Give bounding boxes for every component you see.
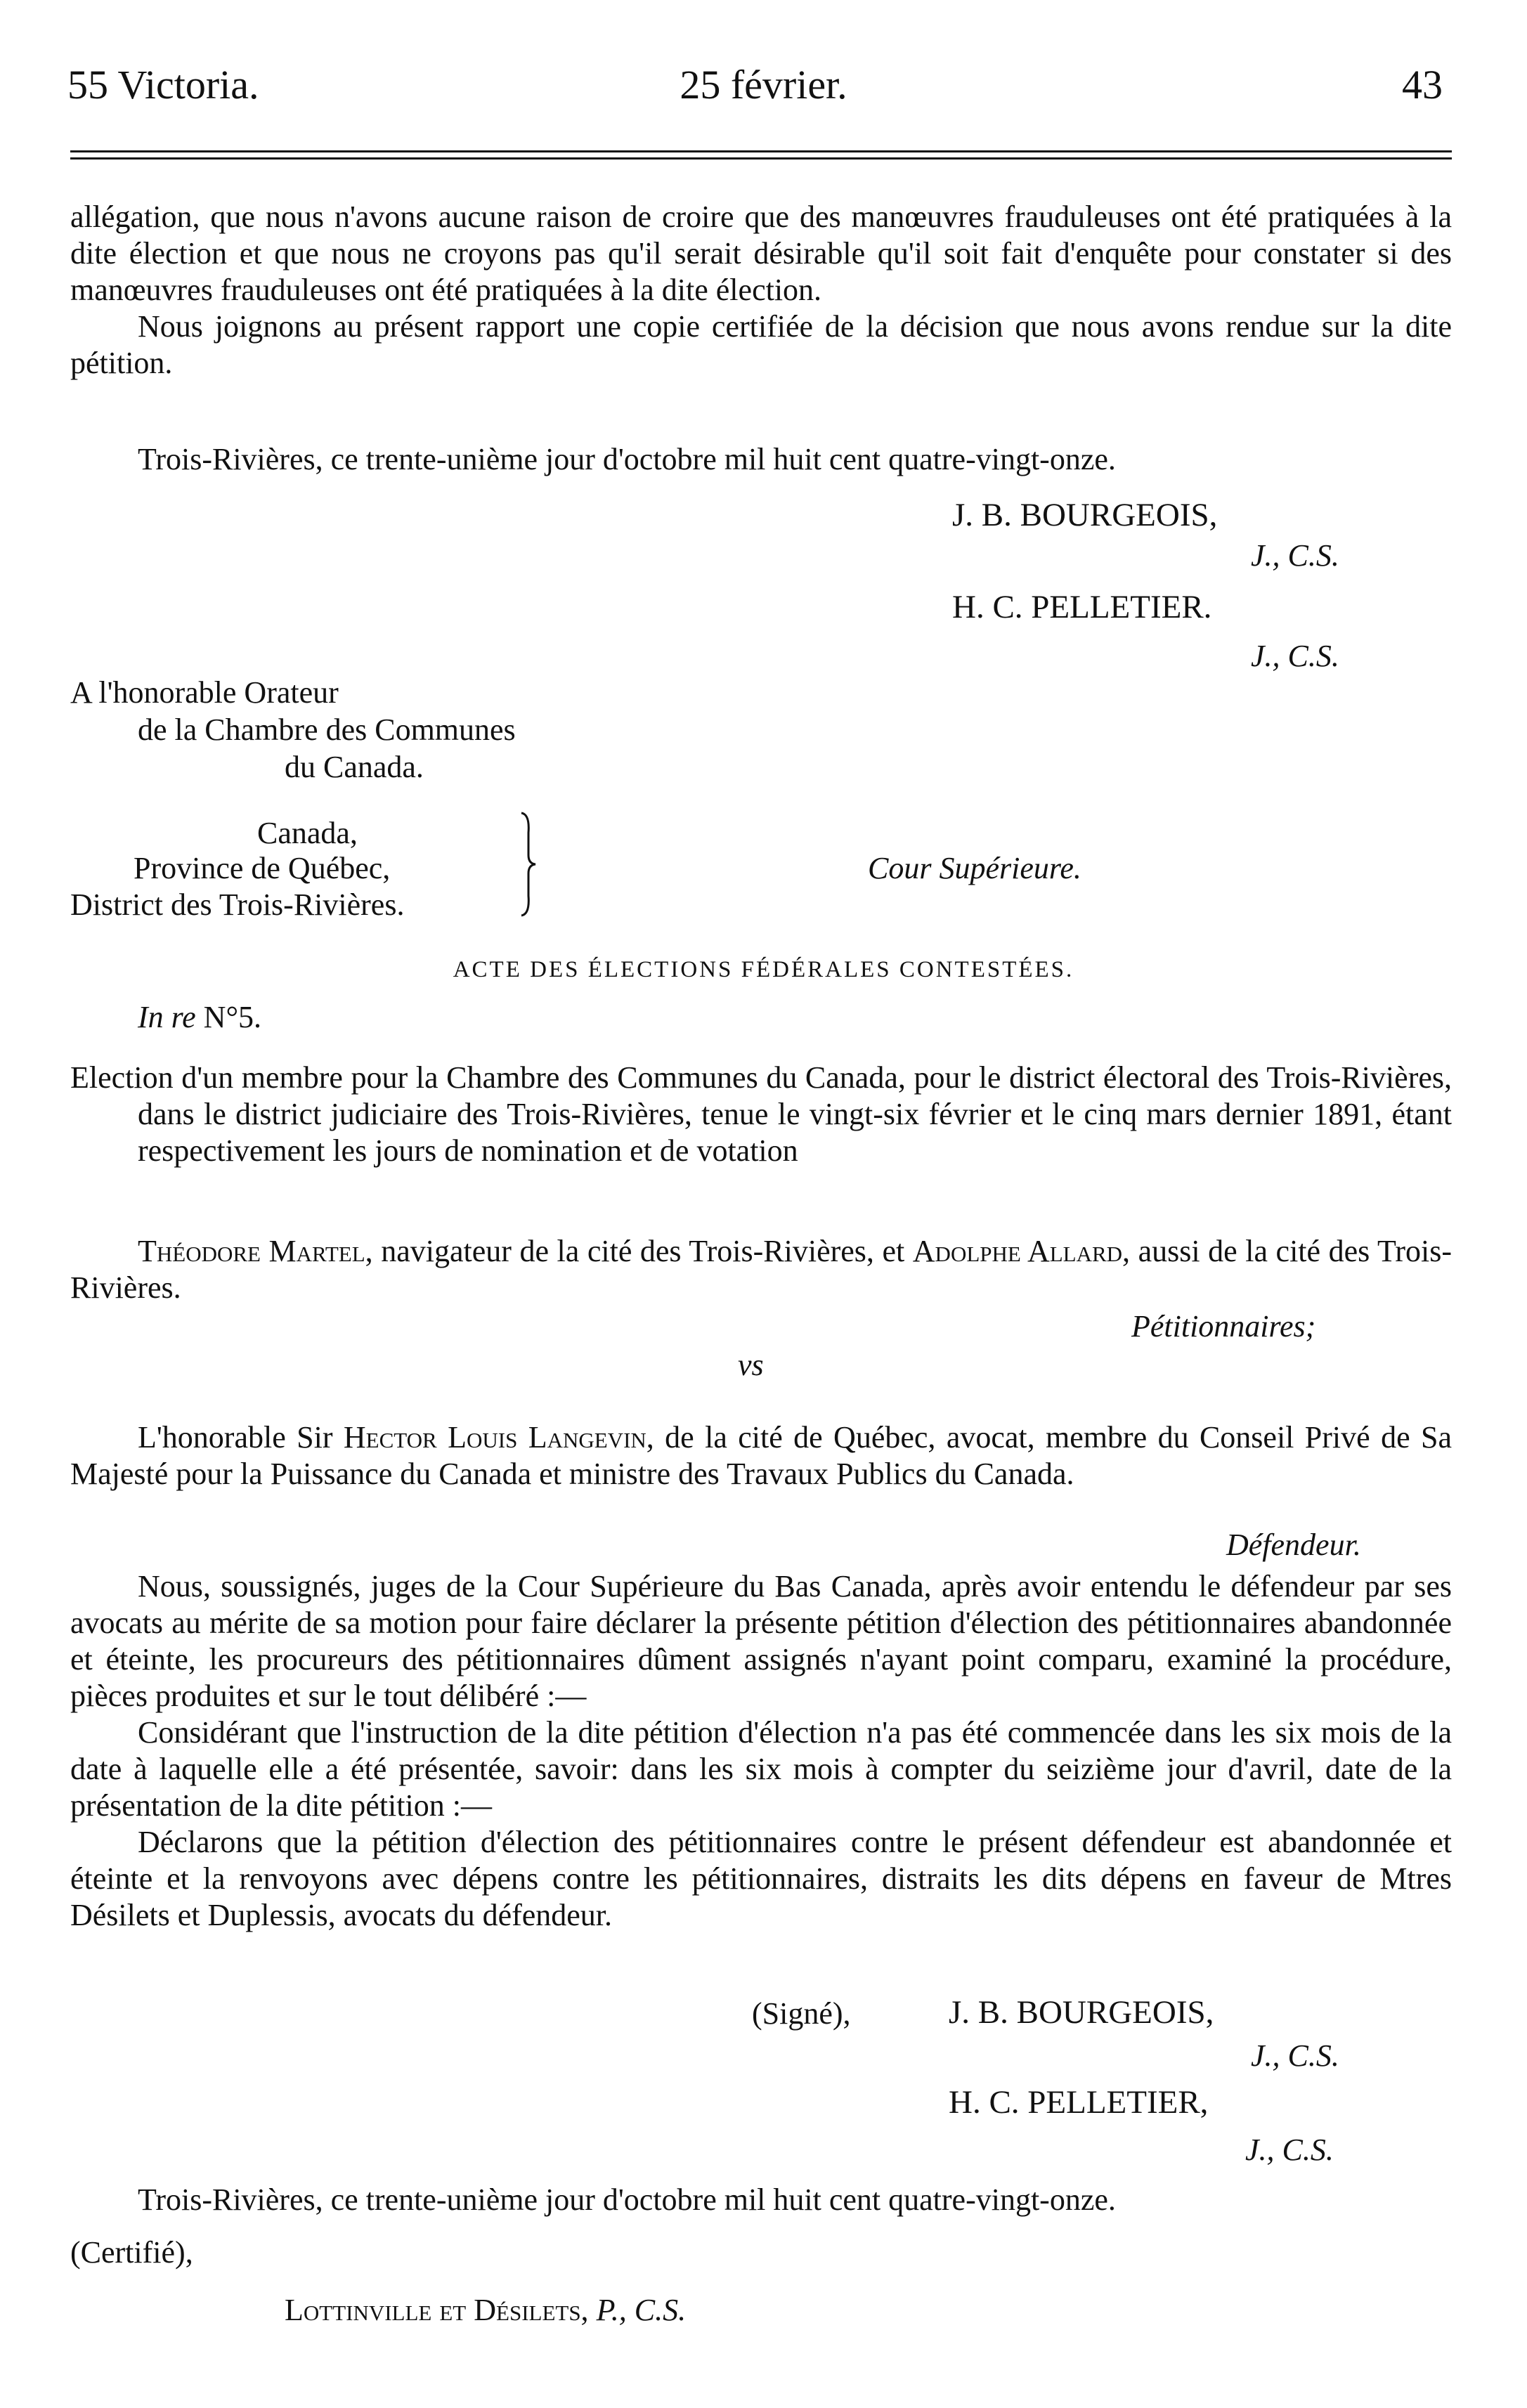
petitioner-name: Théodore Martel,	[138, 1234, 373, 1268]
court-name: Cour Supérieure.	[868, 851, 1081, 885]
petitioners-role: Pétitionnaires;	[1131, 1309, 1316, 1343]
report-section	[70, 199, 1452, 382]
closing-date-line: Trois-Rivières, ce trente-unième jour d'octobre mil huit cent quatre-vingt-onze.	[138, 2182, 1116, 2217]
judgment-section	[70, 1568, 1452, 1934]
clerk-title: P., C.S.	[596, 2293, 687, 2327]
address-line: A l'honorable Orateur	[70, 675, 339, 710]
case-reference-prefix: In re	[138, 1000, 196, 1034]
certified-label: (Certifié),	[70, 2235, 193, 2270]
election-paragraph: Election d'un membre pour la Chambre des Communes du Canada, pour le district électoral des Trois-Rivières, dans le district judiciaire des Trois-Rivières, tenue le vingt-six février et le cinq mars dernier 1891, étant respectivement les jours de nomination et de votation	[70, 1060, 1452, 1168]
defendant-role: Défendeur.	[1226, 1528, 1361, 1562]
judge-signature-title: J., C.S.	[1251, 639, 1339, 673]
defendant-name: Hector Louis Langevin,	[343, 1420, 654, 1454]
running-header-left: 55 Victoria.	[67, 62, 259, 108]
running-header-date: 25 février.	[680, 62, 847, 108]
report-paragraph: Nous joignons au présent rapport une copie certifiée de la décision que nous avons rendue sur la dite pétition.	[70, 309, 1452, 380]
judge-signature-name: J. B. BOURGEOIS,	[949, 1994, 1214, 2031]
petitioner-name: Adolphe Allard,	[912, 1234, 1131, 1268]
judge-signature-name: H. C. PELLETIER.	[952, 589, 1212, 625]
header-rule-top	[70, 150, 1452, 152]
right-brace-icon	[520, 812, 537, 917]
act-title: ACTE DES ÉLECTIONS FÉDÉRALES CONTESTÉES.	[453, 957, 1074, 982]
page-number: 43	[1402, 62, 1443, 108]
report-date-line: Trois-Rivières, ce trente-unième jour d'octobre mil huit cent quatre-vingt-onze.	[138, 442, 1116, 476]
defendant-lead: L'honorable Sir	[138, 1420, 344, 1454]
jurisdiction-line: District des Trois-Rivières.	[70, 887, 405, 922]
case-reference-number: N°5.	[203, 1000, 262, 1034]
defendant-section	[70, 1419, 1452, 1492]
judge-signature-title: J., C.S.	[1245, 2133, 1334, 2167]
petitioner-text: navigateur de la cité des Trois-Rivières, et	[372, 1234, 913, 1268]
judgment-paragraph: Déclarons que la pétition d'élection des pétitionnaires contre le présent défendeur est abandonnée et éteinte et la renvoyons avec dépens contre les pétitionnaires, distraits les dits dépens en faveur de Mtres Désilets et Duplessis, avocats du défendeur.	[70, 1825, 1452, 1932]
judgment-paragraph: Nous, soussignés, juges de la Cour Supérieure du Bas Canada, après avoir entendu le défendeur par ses avocats au mérite de sa motion pour faire déclarer la présente pétition d'élection des pétitionnaires abandonnée et éteinte, les procureurs des pétitionnaires dûment assignés n'ayant point comparu, examiné la procédure, pièces produites et sur le tout délibéré :—	[70, 1569, 1452, 1713]
judge-signature-name: J. B. BOURGEOIS,	[952, 497, 1218, 533]
signed-label: (Signé),	[752, 1996, 851, 2031]
case-reference	[138, 999, 261, 1036]
clerk-signature	[285, 2292, 686, 2329]
defendant-text: de la cité de Québec, avocat, membre du Conseil Privé de Sa Majesté pour la Puissance du Canada et ministre des Travaux Publics du Canada.	[70, 1420, 1452, 1491]
versus-label: vs	[738, 1348, 764, 1382]
petitioners-paragraph	[70, 1233, 1452, 1306]
defendant-paragraph	[70, 1419, 1452, 1492]
report-paragraph: allégation, que nous n'avons aucune raison de croire que des manœuvres frauduleuses ont été pratiquées à la dite élection et que nous ne croyons pas qu'il serait désirable qu'il soit fait d'enquête pour constater si des manœuvres frauduleuses ont été pratiquées à la dite élection.	[70, 200, 1452, 307]
clerk-name: Lottinville et Désilets,	[285, 2293, 589, 2327]
judge-signature-title: J., C.S.	[1251, 538, 1339, 573]
judge-signature-title: J., C.S.	[1251, 2038, 1339, 2073]
header-rule-bottom	[70, 157, 1452, 160]
jurisdiction-line: Canada,	[257, 816, 358, 850]
judgment-paragraph: Considérant que l'instruction de la dite pétition d'élection n'a pas été commencée dans les six mois de la date à laquelle elle a été présentée, savoir: dans les six mois à compter du seizième jour d'avril, date de la présentation de la dite pétition :—	[70, 1715, 1452, 1823]
judge-signature-name: H. C. PELLETIER,	[949, 2084, 1209, 2121]
petitioner-text: aussi de la cité des Trois-Rivières.	[70, 1234, 1452, 1305]
jurisdiction-line: Province de Québec,	[134, 851, 391, 885]
address-line: du Canada.	[285, 750, 424, 784]
election-section	[70, 1060, 1452, 1169]
address-line: de la Chambre des Communes	[138, 712, 516, 747]
petitioners-section	[70, 1233, 1452, 1306]
